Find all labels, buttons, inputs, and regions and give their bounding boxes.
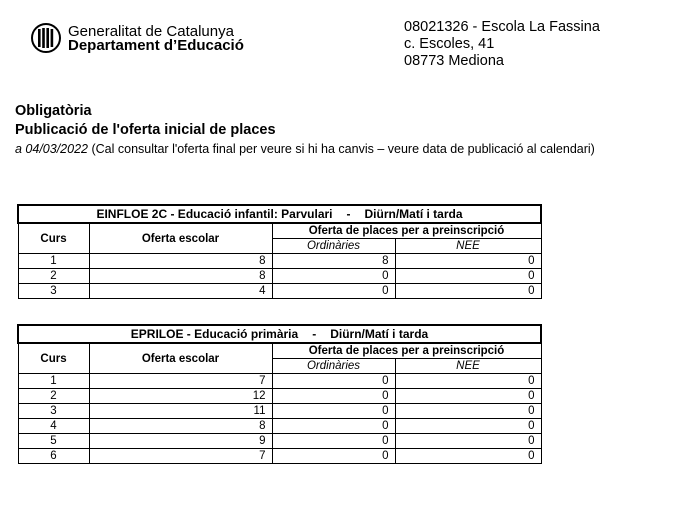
school-street: c. Escoles, 41 — [404, 36, 495, 52]
table-row — [18, 389, 541, 404]
table-schedule: Diürn/Matí i tarda — [364, 207, 463, 221]
cell-ordinaries: 0 — [272, 269, 395, 284]
col-header-nee: NEE — [395, 239, 541, 254]
col-header-curs: Curs — [18, 343, 89, 374]
school-city: 08773 Mediona — [404, 53, 504, 69]
offer-table-primaria — [17, 324, 542, 464]
table-schedule: Diürn/Matí i tarda — [330, 327, 429, 341]
cell-ordinaries: 0 — [272, 434, 395, 449]
org-name: Generalitat de Catalunya — [68, 23, 234, 40]
col-header-oferta: Oferta escolar — [89, 223, 272, 254]
table-separator: - — [346, 207, 351, 221]
cell-oferta: 11 — [89, 404, 272, 419]
cell-curs: 5 — [18, 434, 89, 449]
department-name: Departament d’Educació — [68, 37, 244, 54]
cell-oferta: 4 — [89, 284, 272, 299]
cell-oferta: 8 — [89, 419, 272, 434]
cell-nee: 0 — [395, 254, 541, 269]
cell-ordinaries: 0 — [272, 374, 395, 389]
table-title: EINFLOE 2C - Educació infantil: Parvulari — [96, 207, 333, 221]
cell-nee: 0 — [395, 404, 541, 419]
cell-ordinaries: 8 — [272, 254, 395, 269]
cell-nee: 0 — [395, 389, 541, 404]
cell-oferta: 8 — [89, 269, 272, 284]
cell-curs: 4 — [18, 419, 89, 434]
cell-oferta: 7 — [89, 449, 272, 464]
table-row — [18, 419, 541, 434]
table-row — [18, 374, 541, 389]
col-header-oferta: Oferta escolar — [89, 343, 272, 374]
table-title: EPRILOE - Educació primària — [130, 327, 299, 341]
publication-note-text: (Cal consultar l'oferta final per veure si hi ha canvis – veure data de publicació al calendari) — [91, 142, 595, 156]
cell-oferta: 8 — [89, 254, 272, 269]
cell-curs: 1 — [18, 374, 89, 389]
col-header-preinscripcio: Oferta de places per a preinscripció — [272, 343, 541, 359]
table-row — [18, 254, 541, 269]
col-header-ordinaries: Ordinàries — [272, 239, 395, 254]
cell-ordinaries: 0 — [272, 404, 395, 419]
cell-ordinaries: 0 — [272, 389, 395, 404]
school-code-name: 08021326 - Escola La Fassina — [404, 19, 600, 35]
cell-nee: 0 — [395, 374, 541, 389]
offer-table-infantil — [17, 204, 542, 299]
table-header — [18, 205, 541, 223]
table-row — [18, 404, 541, 419]
publication-note — [15, 142, 595, 156]
table-row — [18, 269, 541, 284]
cell-oferta: 7 — [89, 374, 272, 389]
col-header-preinscripcio: Oferta de places per a preinscripció — [272, 223, 541, 239]
table-row — [18, 449, 541, 464]
page-category: Obligatòria — [15, 103, 92, 119]
col-header-curs: Curs — [18, 223, 89, 254]
school-address — [404, 19, 600, 70]
generalitat-logo-icon — [31, 23, 61, 53]
table-separator: - — [312, 327, 317, 341]
cell-curs: 2 — [18, 389, 89, 404]
cell-curs: 2 — [18, 269, 89, 284]
table-row — [18, 434, 541, 449]
page-title: Publicació de l'oferta inicial de places — [15, 122, 276, 138]
cell-ordinaries: 0 — [272, 419, 395, 434]
col-header-nee: NEE — [395, 359, 541, 374]
cell-nee: 0 — [395, 434, 541, 449]
col-header-ordinaries: Ordinàries — [272, 359, 395, 374]
table-header — [18, 325, 541, 343]
cell-ordinaries: 0 — [272, 284, 395, 299]
cell-nee: 0 — [395, 269, 541, 284]
cell-curs: 6 — [18, 449, 89, 464]
cell-curs: 3 — [18, 284, 89, 299]
cell-oferta: 9 — [89, 434, 272, 449]
cell-nee: 0 — [395, 419, 541, 434]
cell-nee: 0 — [395, 449, 541, 464]
cell-nee: 0 — [395, 284, 541, 299]
cell-curs: 3 — [18, 404, 89, 419]
cell-ordinaries: 0 — [272, 449, 395, 464]
publication-date: a 04/03/2022 — [15, 142, 88, 156]
cell-oferta: 12 — [89, 389, 272, 404]
cell-curs: 1 — [18, 254, 89, 269]
table-row — [18, 284, 541, 299]
